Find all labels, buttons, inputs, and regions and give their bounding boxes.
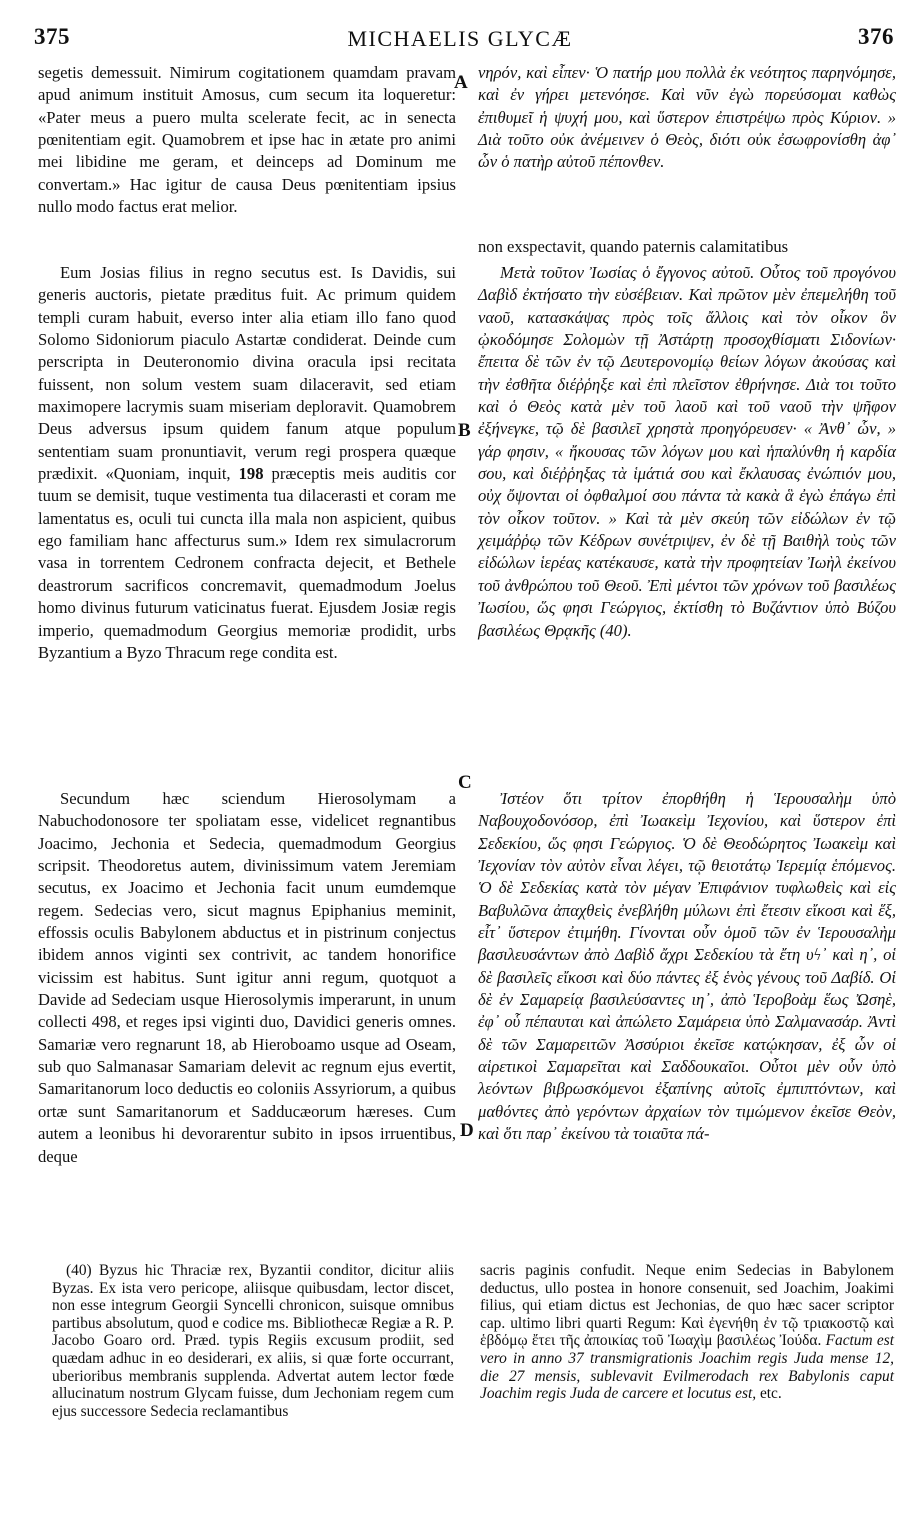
footnote-continuation-text: sacris paginis confudit. Neque enim Sedecias in Babylonem deductus, ullo postea in honore consenuit, sed Joachim, Joakimi filius, qui etiam dictus est Jechonias, de quo hæc sacer scriptor cap. ultimo libri quarti Regum: Καὶ ἐγενήθη ἐν τῷ τριακοστῷ καὶ ἑβδόμῳ ἔτει τῆς ἀποικίας τοῦ Ἰωαχὶμ βασιλέως Ἰούδα. — [480, 1262, 894, 1350]
latin-paragraph-2 — [38, 262, 456, 664]
margin-letter-a: A — [454, 72, 468, 93]
margin-letter-d: D — [460, 1120, 474, 1141]
latin-text: Eum Josias filius in regno secutus est. Is Davidis, sui generis auctoris, pietate præditus fuit. Ac primum quidem templi curam habuit, everso inter alia etiam illo fano quod Solomo Sidoniorum piaculo Astartæ condiderat. Deinde cum perscripta in Deuteronomio divina oracula ipsi recitata fuissent, non solum vestem suam dilaceravit, sed etiam maximopere lacrymis suam miseriam deploravit. Quamobrem Deus adversus ipsum quidem fanum atque populum sententiam suam pronuntiavit, verum regi prospera quæque prædixit. «Quoniam, inquit, — [38, 263, 456, 484]
margin-letter-c: C — [458, 772, 472, 793]
footnote-continuation-end: etc. — [759, 1385, 782, 1403]
greek-paragraph-1 — [478, 62, 896, 174]
margin-letter-b: B — [458, 420, 471, 441]
footnote-continuation-italic: Factum est vero in anno 37 transmigrationis Joachim regis Juda mense 12, die 27 mensis, sublevavit Evilmerodach rex Babylonis caput Joachim regis Juda de carcere et locutus est, — [480, 1332, 894, 1403]
page-number-right: 376 — [858, 24, 894, 49]
footnote-continuation — [480, 1262, 894, 1403]
footnote-continuation-block — [480, 1262, 894, 1403]
footnote-text: (40) Byzus hic Thraciæ rex, Byzantii conditor, dicitur aliis Byzas. Ex ista vero pericope, aliisque quibusdam, lector discet, non esse integrum Georgii Syncelli chronicon, suisque omnibus partibus absolutum, quod e codice ms. Bibliothecæ Regiæ a R. P. Jacobo Goaro ord. Præd. typis Regiis excusum prodiit, sed quædam adhuc in eo desiderari, ex aliis, si quæ forte occurrant, uberioribus membranis supplenda. Advertat autem lector fœde allucinatum nostrum Glycam fuisse, dum Jechoniam regem cum ejus successore Sedecia reclamantibus — [52, 1262, 454, 1420]
latin-paragraph-3 — [38, 788, 456, 1168]
greek-paragraph-2 — [478, 262, 896, 642]
inline-page-number: 198 — [238, 464, 264, 484]
greek-paragraph-3 — [478, 788, 896, 1146]
greek-latin-line — [478, 236, 896, 258]
latin-text: non exspectavit, quando paternis calamitatibus — [478, 237, 789, 256]
greek-text: Ἰστέον ὅτι τρίτον ἐπορθήθη ἡ Ἱερουσαλὴμ ὑπὸ Ναβουχοδονόσορ, ἐπὶ Ἰωακεὶμ Ἰεχονίου, καὶ ὕστερον ἐπὶ Σεδεκίου, ὥς φησι Γεώργιος. Ὁ δὲ Θεοδώρητος Ἰωακεὶμ καὶ Ἰεχονίαν τὸν αὐτὸν εἶναι λέγει, τῷ θειοτάτῳ Ἱερεμίᾳ ἑπόμενος. Ὁ δὲ Σεδεκίας κατὰ τὸν μέγαν Ἐπιφάνιον τυφλωθεὶς καὶ εἰς Βαβυλῶνα ἀπαχθεὶς ἐνεβλήθη μύλωνι ἐπὶ ἔτεσιν εἴκοσι καὶ ἕξ, εἶτ᾽ ὕστερον ἐτιμήθη. Γίνονται οὖν ὁμοῦ τῶν ἐν Ἱερουσαλὴμ βασιλευσάντων ἀπὸ Δαβὶδ ἄχρι Σεδεκίου τὰ ἔτη υϟ᾽ καὶ η᾽, οἱ δὲ βασιλεῖς εἴκοσι καὶ δύο πάντες ἐξ ἑνὸς γένους τοῦ Δαβίδ. Οἱ δὲ ἐν Σαμαρείᾳ βασιλεύσαντες ιη᾽, ἀπὸ Ἱεροβοὰμ ἕως Ὠσηὲ, ἐφ᾽ οὗ πέπαυται καὶ ἀπώλετο Σαμάρεια ὑπὸ Σαλμανασάρ. Ἀντὶ δὲ τῶν Σαμαρειτῶν Ἀσσύριοι ἐκεῖσε κατῴκησαν, ἐξ ὧν οἱ αἱρετικοὶ Σαμαρεῖται καὶ Σαδδουκαῖοι. Οὗτοι μὲν οὖν ὑπὸ λεόντων βιβρωσκόμενοι ἐξαπίνης αὐτοῖς ἐμπιπτόντων, καὶ μαθόντες ἀπὸ γερόντων ἀρχαίων τὸν τιμώμενον ἐκεῖσε Θεὸν, καὶ ὅτι παρ᾽ ἐκείνου τὰ τοιαῦτα πά- — [478, 789, 896, 1144]
greek-text: νηρόν, καὶ εἶπεν· Ὁ πατήρ μου πολλὰ ἐκ νεότητος παρηνόμησε, καὶ ἐν γήρει μετενόησε. Καὶ νῦν ἐγὼ πορεύσομαι καθὼς ἐπιθυμεῖ ἡ ψυχή μου, καὶ ὕστερον ἐπιστρέψω πρὸς Κύριον. » Διὰ τοῦτο οὐκ ἀνέμεινεν ὁ Θεὸς, διότι οὐκ ἐσωφρονίσθη ἀφ᾽ ὧν ὁ πατὴρ αὐτοῦ πέπονθεν. — [478, 63, 896, 172]
footnote — [52, 1262, 454, 1420]
latin-text-block — [38, 262, 456, 664]
latin-text: Secundum hæc sciendum Hierosolymam a Nabuchodonosore ter spoliatam esse, videlicet regnantibus Joacimo, Jechonia et Sedecia, quemadmodum Georgius scripsit. Theodoretus autem, divinissimum vatem Jeremiam secutus, ex Joacimo et Jechonia facit unum eumdemque regem. Sedecias vero, sicut magnus Epiphanius meminit, effossis oculis Babylonem abductus et in pistrinum conjectus ibidem annos viginti sex contrivit, ac tandem honorifice vicissim est habitus. Sunt igitur anni regum, quotquot a Davide ad Sedeciam usque Hierosolymis imperarunt, in unum collecti 498, et reges ipsi viginti duo, Davidici generis omnes. Samariæ vero regnarunt 18, ab Hieroboamo usque ad Oseam, sub quo Salmanasar Samariam delevit ac regnum ejus evertit, Samaritanorum loco deductis eo coloniis Assyriorum, a quibus ortæ sunt Samaritanorum et Sadducæorum hæreses. Cum autem a leonibus hi devorarentur subito in ipsos irruentibus, deque — [38, 789, 456, 1166]
latin-text: segetis demessuit. Nimirum cogitationem quamdam pravam apud animum instituit Amosus, cum secum ita loqueretur: «Pater meus a puero multa scelerate fecit, ac in senecta pœnitentiam egit. Quamobrem et ipse hac in ætate pro animi mei libidine me geram, et deinceps ad Dominum me convertam.» Hac igitur de causa Deus pœnitentiam ipsius nullo modo factus erat melior. — [38, 63, 456, 217]
page-number-left: 375 — [34, 24, 70, 49]
page-header — [0, 0, 920, 50]
latin-paragraph-1 — [38, 62, 456, 218]
greek-text: Μετὰ τοῦτον Ἰωσίας ὁ ἔγγονος αὐτοῦ. Οὗτος τοῦ προγόνου Δαβὶδ ἐκτήσατο τὴν εὐσέβειαν. Καὶ πρῶτον μὲν ἐπεμελήθη τοῦ ναοῦ, κατασκάψας πρὸς τοῖς ἄλλοις καὶ τὸν οἶκον ὃν ᾠκοδόμησε Σολομὼν τῇ Ἀστάρτῃ προσοχθίσματι Σιδονίων· ἔπειτα δὲ τῶν ἐν τῷ Δευτερονομίῳ θείων λόγων ἀκούσας καὶ τὴν ἐσθῆτα διέῤῥηξε καὶ ἐπὶ πλεῖστον ἐθρήνησε. Διὰ τοι τοῦτο καὶ ὁ Θεὸς κατὰ μὲν τοῦ λαοῦ καὶ τοῦ ναοῦ τὴν ψῆφον ἐξήνεγκε, τῷ δὲ βασιλεῖ χρηστὰ προηγόρευσεν· « Ἀνθ᾽ ὧν, » γάρ φησιν, « ἤκουσας τῶν λόγων μου καὶ ἡπαλύνθη ἡ καρδία σου, καὶ διέῤῥηξας τὰ ἱμάτιά σου καὶ ἔκλαυσας ἐνώπιόν μου, οὐχ ὄψονται οἱ ὀφθαλμοί σου πάντα τὰ κακὰ ἃ ἐγὼ ἐπάγω ἐπὶ τὸν οἶκον τοῦτον. » Καὶ τὰ μὲν σκεύη τῶν εἰδώλων ἐν τῷ χειμάῤῥῳ τῶν Κέδρων συνέτριψεν, ἐν δὲ τῇ Βαιθὴλ τοὺς τῶν εἰδώλων ἱερέας κατέκαυσε, κατὰ τὴν προφητείαν Ἰωὴλ ἐκείνου τοῦ ἀνθρώπου τοῦ Θεοῦ. Ἐπὶ μέντοι τῶν χρόνων τοῦ βασιλέως Ἰωσίου, ὥς φησι Γεώργιος, ἐκτίσθη τὸ Βυζάντιον ὑπὸ Βύζου βασιλέως Θρᾳκῆς (40). — [478, 263, 896, 640]
latin-text: præceptis meis auditis cor tuum se demisit, tuque vestimenta tua dilacerasti et coram me lamentatus es, oculi tui cuncta illa mala non aspicient, quibus ego familiam hanc affecturus sum.» Idem rex simulacrorum vasa in torrentem Cedronem confracta dejecit, et Bethele deastrorum sacrificos concremavit, quemadmodum Joelus homo divinus futurum vaticinatus fuerat. Ejusdem Josiæ regis imperio, quemadmodum Georgius memoriæ prodidit, urbs Byzantium a Byzo Thracum rege condita est. — [38, 464, 456, 662]
running-title: MICHAELIS GLYCÆ — [347, 26, 573, 51]
